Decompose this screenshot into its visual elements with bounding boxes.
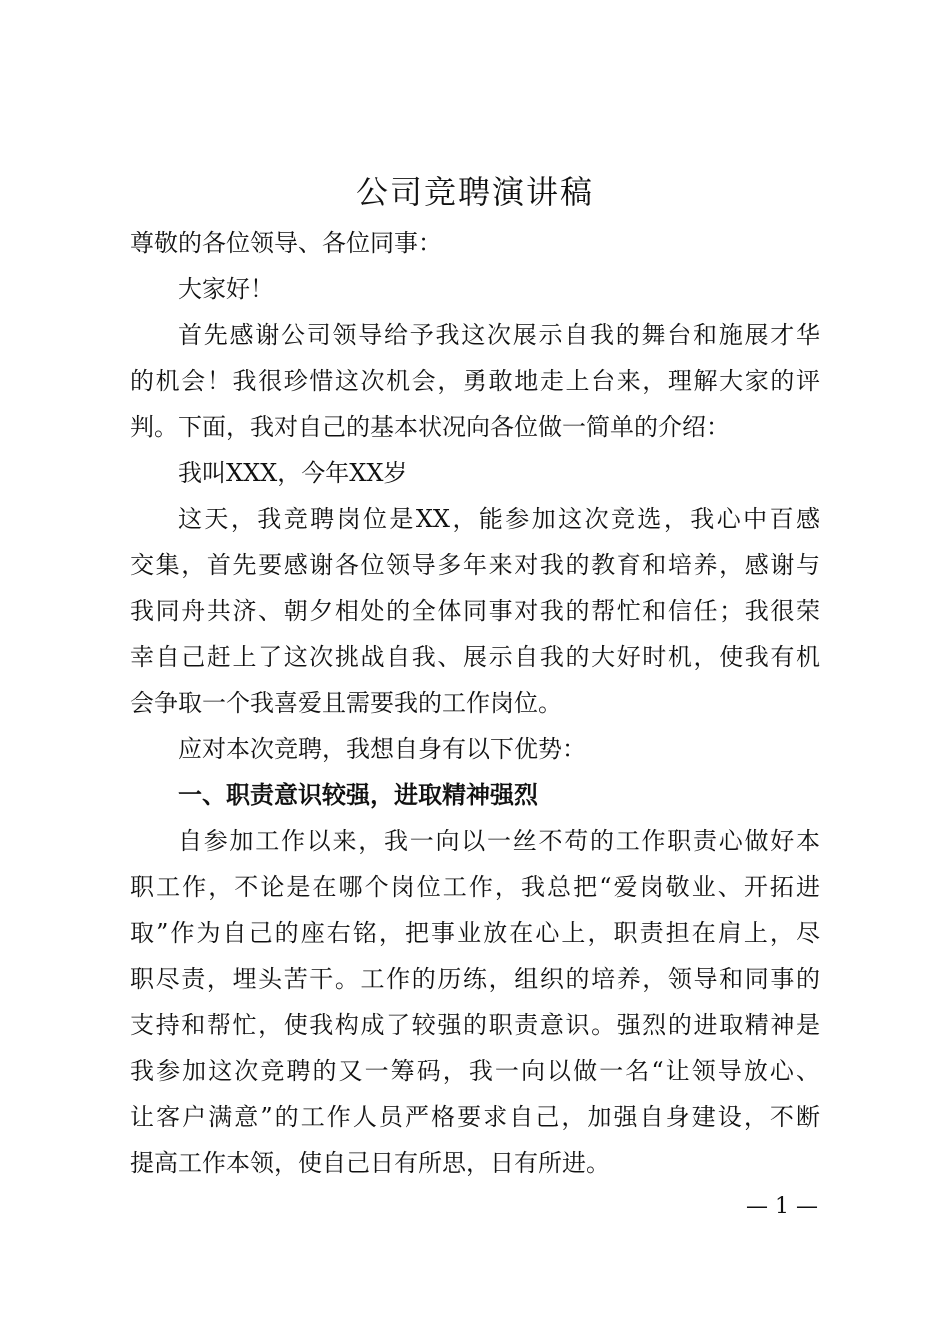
- paragraph-3-line: 应对本次竞聘，我想自身有以下优势：: [178, 735, 586, 763]
- paragraph-1-line: 首先感谢公司领导给予我这次展示自我的舞台和施展才华: [178, 321, 820, 349]
- intro-line: 我叫XXX，今年XX岁: [178, 459, 408, 487]
- paragraph-4-line: 提高工作本领，使自己日有所思，日有所进。: [130, 1149, 610, 1177]
- page-number: — 1 —: [746, 1194, 818, 1219]
- paragraph-2-line: 会争取一个我喜爱且需要我的工作岗位。: [130, 689, 562, 717]
- paragraph-4-line: 支持和帮忙，使我构成了较强的职责意识。强烈的进取精神是: [130, 1011, 820, 1039]
- paragraph-4-line: 我参加这次竞聘的又一筹码，我一向以做一名“让领导放心、: [130, 1057, 820, 1085]
- paragraph-2-line: 这天，我竞聘岗位是XX，能参加这次竞选，我心中百感: [178, 505, 820, 533]
- paragraph-2-line: 交集，首先要感谢各位领导多年来对我的教育和培养，感谢与: [130, 551, 820, 579]
- paragraph-4-line: 让客户满意”的工作人员严格要求自己，加强自身建设，不断: [130, 1103, 820, 1131]
- salutation: 尊敬的各位领导、各位同事：: [130, 229, 442, 257]
- paragraph-2-line: 我同舟共济、朝夕相处的全体同事对我的帮忙和信任；我很荣: [130, 597, 820, 625]
- paragraph-4-line: 职工作，不论是在哪个岗位工作，我总把“爱岗敬业、开拓进: [130, 873, 820, 901]
- paragraph-2-line: 幸自己赶上了这次挑战自我、展示自我的大好时机，使我有机: [130, 643, 820, 671]
- paragraph-4-line: 职尽责，埋头苦干。工作的历练，组织的培养，领导和同事的: [130, 965, 820, 993]
- section-heading: 一、职责意识较强，进取精神强烈: [178, 781, 538, 809]
- paragraph-1-line: 的机会！我很珍惜这次机会，勇敢地走上台来，理解大家的评: [130, 367, 820, 395]
- paragraph-4-line: 自参加工作以来，我一向以一丝不苟的工作职责心做好本: [178, 827, 820, 855]
- paragraph-4-line: 取”作为自己的座右铭，把事业放在心上，职责担在肩上，尽: [130, 919, 820, 947]
- paragraph-1-line: 判。下面，我对自己的基本状况向各位做一简单的介绍：: [130, 413, 730, 441]
- document-title: 公司竞聘演讲稿: [355, 173, 594, 211]
- greeting: 大家好！: [178, 275, 274, 303]
